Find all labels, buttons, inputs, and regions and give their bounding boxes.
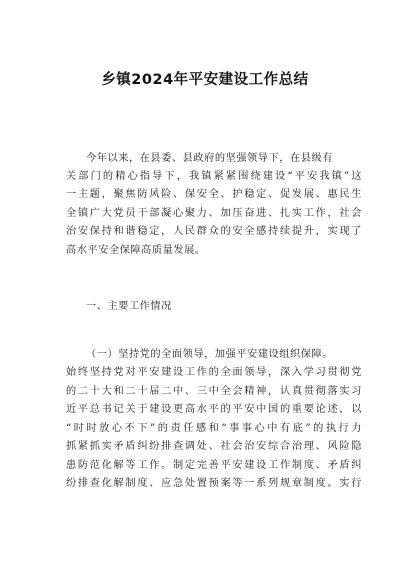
intro-line-4: 全镇广大党员干部凝心聚力、加压奋进、扎实工作，社会 xyxy=(66,208,362,219)
body-line-2: 的二十大和二十届二中、三中全会精神，认真贯彻落实习 xyxy=(66,386,362,397)
body-line-4: “时时放心不下”的责任感和“事事心中有底”的执行力 xyxy=(66,423,362,434)
body-line-7: 纷排查化解制度、应急处置预案等一系列规章制度。实行 xyxy=(66,478,362,489)
body-line-1: 始终坚持党对平安建设工作的全面领导，深入学习贯彻党 xyxy=(66,367,362,378)
body-line-5: 抓紧抓实矛盾纠纷排查调处、社会治安综合治理、风险隐 xyxy=(66,441,362,452)
intro-line-3: 一主题，聚焦防风险、保安全、护稳定、促发展、惠民生 xyxy=(66,189,362,200)
section-heading: 一、主要工作情况 xyxy=(86,301,172,312)
body-line-3: 近平总书记关于建设更高水平的平安中国的重要论述，以 xyxy=(66,404,362,415)
intro-line-2: 关部门的精心指导下，我镇紧紧围绕建设“平安我镇”这 xyxy=(66,171,362,182)
intro-line-6: 高水平安全保障高质量发展。 xyxy=(66,245,206,256)
document-title: 乡镇2024年平安建设工作总结 xyxy=(101,72,309,88)
intro-line-5: 治安保持和谐稳定，人民群众的安全感持续提升，实现了 xyxy=(66,226,362,237)
intro-line-1: 今年以来，在县委、县政府的坚强领导下，在县级有 xyxy=(86,153,333,164)
sub-heading: （一）坚持党的全面领导，加强平安建设组织保障。 xyxy=(86,349,333,360)
body-line-6: 患防范化解等工作。制定完善平安建设工作制度、矛盾纠 xyxy=(66,460,362,471)
